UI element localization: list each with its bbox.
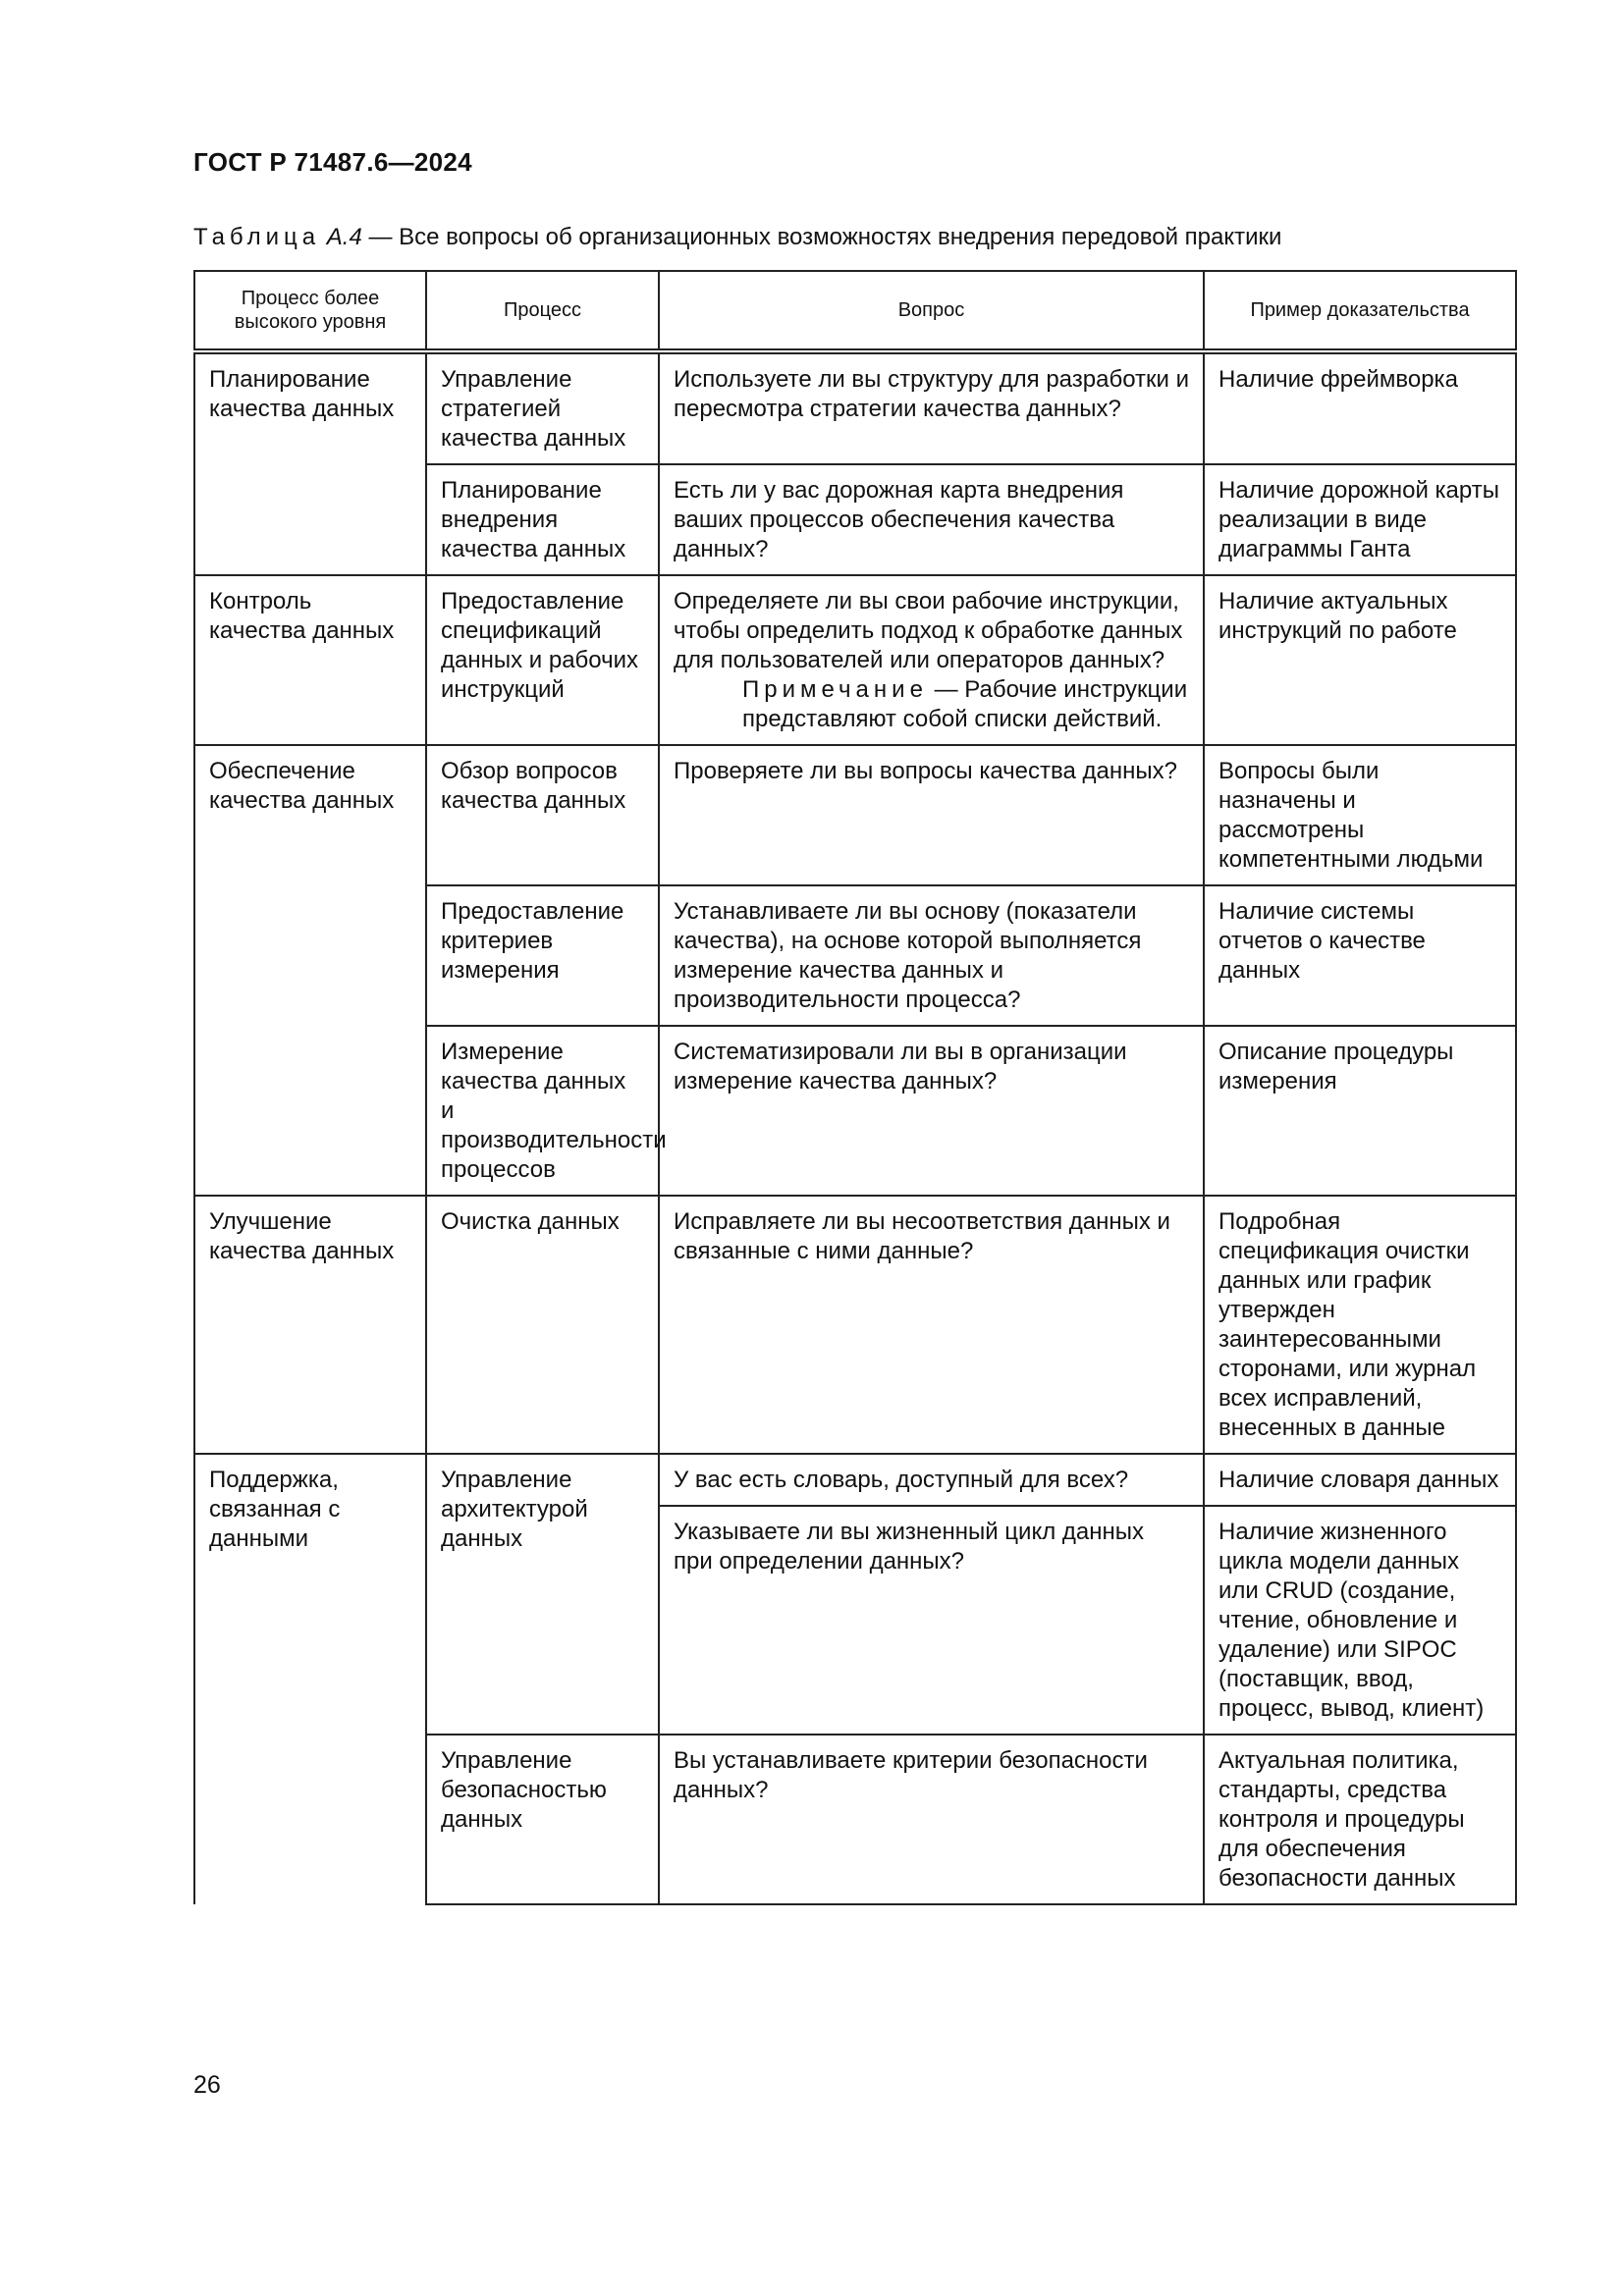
- process-cell: Управление архитектурой данных: [426, 1454, 659, 1735]
- evidence-cell: Вопросы были назначены и рассмотрены компетентными людьми: [1204, 745, 1516, 885]
- question-cell: Есть ли у вас дорожная карта внедрения ваших процессов обеспечения качества данных?: [659, 464, 1204, 575]
- process-cell: Планирование внедрения качества данных: [426, 464, 659, 575]
- evidence-cell: Наличие фреймворка: [1204, 351, 1516, 464]
- group-cell: Контроль качества данных: [194, 575, 426, 745]
- evidence-cell: Наличие актуальных инструкций по работе: [1204, 575, 1516, 745]
- question-text: Определяете ли вы свои рабочие инструкции, чтобы определить подход к обработке данных для пользователей или операторов данных?: [674, 588, 1183, 673]
- question-cell: Исправляете ли вы несоответствия данных и связанные с ними данные?: [659, 1196, 1204, 1454]
- evidence-cell: Наличие жизненного цикла модели данных или CRUD (создание, чтение, обновление и удаление) или SIPOC (поставщик, ввод, процесс, вывод, клиент): [1204, 1506, 1516, 1735]
- question-cell: У вас есть словарь, доступный для всех?: [659, 1454, 1204, 1506]
- evidence-cell: Наличие дорожной карты реализации в виде диаграммы Ганта: [1204, 464, 1516, 575]
- table-row: [194, 745, 1516, 885]
- table-caption: [193, 224, 1281, 251]
- process-cell: Управление стратегией качества данных: [426, 351, 659, 464]
- process-cell: Обзор вопросов качества данных: [426, 745, 659, 885]
- table-row: [194, 1454, 1516, 1506]
- group-cell: Поддержка, связанная с данными: [194, 1454, 426, 1904]
- question-cell: Проверяете ли вы вопросы качества данных?: [659, 745, 1204, 885]
- note-text: — Рабочие инструкции представляют собой списки действий.: [742, 676, 1188, 732]
- question-cell: Указываете ли вы жизненный цикл данных при определении данных?: [659, 1506, 1204, 1735]
- table-caption-text: — Все вопросы об организационных возможностях внедрения передовой практики: [361, 224, 1282, 250]
- question-cell: Устанавливаете ли вы основу (показатели качества), на основе которой выполняется измерение качества данных и производительности процесса?: [659, 885, 1204, 1026]
- question-cell: Вы устанавливаете критерии безопасности данных?: [659, 1735, 1204, 1904]
- table-caption-label: Таблица: [193, 224, 321, 250]
- evidence-cell: Актуальная политика, стандарты, средства контроля и процедуры для обеспечения безопасности данных: [1204, 1735, 1516, 1904]
- group-cell: Планирование качества данных: [194, 351, 426, 575]
- process-cell: Предоставление спецификаций данных и рабочих инструкций: [426, 575, 659, 745]
- note-label: Примечание: [742, 676, 928, 703]
- column-header-evidence: Пример доказательства: [1204, 271, 1516, 351]
- column-header-higher-process: Процесс более высокого уровня: [194, 271, 426, 351]
- page-number: 26: [193, 2071, 221, 2099]
- table-row: [194, 575, 1516, 745]
- evidence-cell: Подробная спецификация очистки данных или график утвержден заинтересованными сторонами, или журнал всех исправлений, внесенных в данные: [1204, 1196, 1516, 1454]
- table-row: [194, 1196, 1516, 1454]
- question-cell: Используете ли вы структуру для разработки и пересмотра стратегии качества данных?: [659, 351, 1204, 464]
- process-cell: Предоставление критериев измерения: [426, 885, 659, 1026]
- group-cell: Улучшение качества данных: [194, 1196, 426, 1454]
- process-cell: Измерение качества данных и производительности процессов: [426, 1026, 659, 1196]
- document-header: ГОСТ Р 71487.6—2024: [193, 147, 472, 177]
- best-practice-questions-table: [193, 270, 1517, 1905]
- table-caption-number: А.4: [326, 224, 362, 250]
- question-cell: [659, 575, 1204, 745]
- evidence-cell: Наличие системы отчетов о качестве данных: [1204, 885, 1516, 1026]
- column-header-process: Процесс: [426, 271, 659, 351]
- evidence-cell: Наличие словаря данных: [1204, 1454, 1516, 1506]
- question-note: [674, 675, 1189, 734]
- table-row: [194, 351, 1516, 464]
- evidence-cell: Описание процедуры измерения: [1204, 1026, 1516, 1196]
- column-header-question: Вопрос: [659, 271, 1204, 351]
- process-cell: Управление безопасностью данных: [426, 1735, 659, 1904]
- process-cell: Очистка данных: [426, 1196, 659, 1454]
- group-cell: Обеспечение качества данных: [194, 745, 426, 1196]
- table-header-row: [194, 271, 1516, 351]
- question-cell: Систематизировали ли вы в организации измерение качества данных?: [659, 1026, 1204, 1196]
